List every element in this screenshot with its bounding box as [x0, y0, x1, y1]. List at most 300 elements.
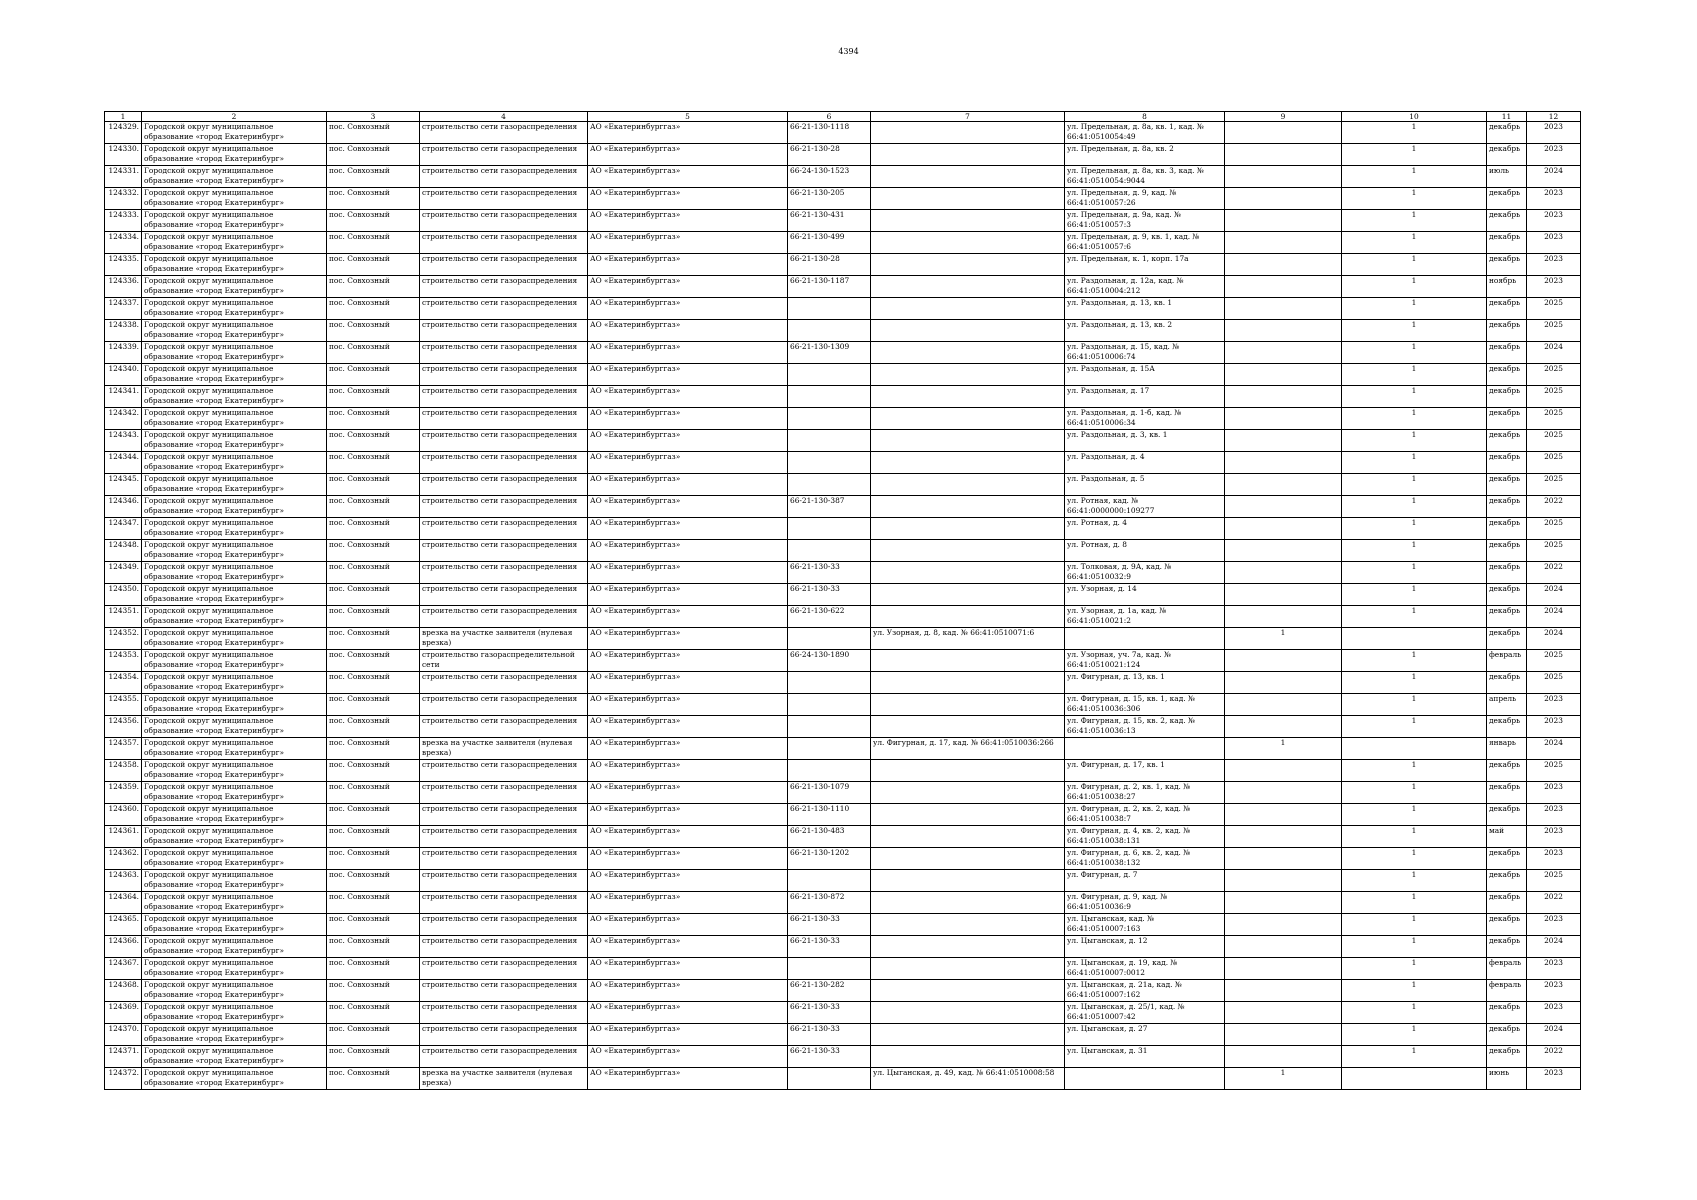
- table-cell: Городской округ муниципальное образование «город Екатеринбург»: [142, 892, 327, 914]
- table-cell: 1: [1342, 188, 1487, 210]
- table-cell: [871, 122, 1065, 144]
- table-cell: 1: [1342, 1002, 1487, 1024]
- table-cell: [1225, 430, 1342, 452]
- table-cell: АО «Екатеринбурггаз»: [588, 716, 788, 738]
- table-cell: АО «Екатеринбурггаз»: [588, 1046, 788, 1068]
- table-cell: [1225, 364, 1342, 386]
- table-cell: ул. Цыганская, кад. № 66:41:0510007:163: [1065, 914, 1225, 936]
- table-cell: 124340.: [105, 364, 142, 386]
- table-cell: 66-21-130-622: [788, 606, 871, 628]
- table-cell: ул. Фигурная, д. 17, кв. 1: [1065, 760, 1225, 782]
- table-cell: 2025: [1527, 386, 1581, 408]
- table-cell: строительство сети газораспределения: [420, 452, 588, 474]
- table-cell: [871, 782, 1065, 804]
- page-number: 4394: [838, 47, 859, 56]
- table-cell: АО «Екатеринбурггаз»: [588, 584, 788, 606]
- table-cell: 2023: [1527, 144, 1581, 166]
- column-header: 10: [1342, 112, 1487, 122]
- table-cell: ул. Раздольная, д. 17: [1065, 386, 1225, 408]
- table-cell: АО «Екатеринбурггаз»: [588, 1068, 788, 1090]
- table-cell: ул. Предельная, д. 9, кад. № 66:41:0510057:26: [1065, 188, 1225, 210]
- table-cell: пос. Совхозный: [327, 958, 420, 980]
- table-cell: [1065, 1068, 1225, 1090]
- table-cell: АО «Екатеринбурггаз»: [588, 540, 788, 562]
- table-cell: строительство сети газораспределения: [420, 672, 588, 694]
- table-cell: январь: [1487, 738, 1527, 760]
- table-cell: 124342.: [105, 408, 142, 430]
- table-cell: 124338.: [105, 320, 142, 342]
- table-cell: АО «Екатеринбурггаз»: [588, 408, 788, 430]
- table-cell: Городской округ муниципальное образование «город Екатеринбург»: [142, 628, 327, 650]
- table-cell: пос. Совхозный: [327, 320, 420, 342]
- table-cell: [1225, 474, 1342, 496]
- table-cell: [871, 562, 1065, 584]
- table-row: [105, 694, 1581, 716]
- table-cell: 2023: [1527, 210, 1581, 232]
- table-cell: 2023: [1527, 276, 1581, 298]
- table-cell: [871, 408, 1065, 430]
- table-cell: [788, 738, 871, 760]
- table-cell: декабрь: [1487, 210, 1527, 232]
- table-cell: Городской округ муниципальное образование «город Екатеринбург»: [142, 804, 327, 826]
- table-cell: декабрь: [1487, 320, 1527, 342]
- table-cell: [1225, 1024, 1342, 1046]
- table-cell: декабрь: [1487, 254, 1527, 276]
- table-row: [105, 716, 1581, 738]
- table-cell: 66-24-130-1523: [788, 166, 871, 188]
- table-cell: 66-21-130-33: [788, 1046, 871, 1068]
- table-cell: Городской округ муниципальное образование «город Екатеринбург»: [142, 540, 327, 562]
- table-cell: Городской округ муниципальное образование «город Екатеринбург»: [142, 144, 327, 166]
- table-cell: пос. Совхозный: [327, 848, 420, 870]
- table-cell: 1: [1342, 540, 1487, 562]
- table-cell: [871, 650, 1065, 672]
- table-cell: ул. Предельная, д. 9, кв. 1, кад. № 66:41:0510057:6: [1065, 232, 1225, 254]
- table-row: [105, 122, 1581, 144]
- table-cell: Городской округ муниципальное образование «город Екатеринбург»: [142, 298, 327, 320]
- table-row: [105, 1046, 1581, 1068]
- table-cell: [1225, 408, 1342, 430]
- table-cell: ул. Предельная, к. 1, корп. 17а: [1065, 254, 1225, 276]
- table-cell: 2025: [1527, 474, 1581, 496]
- table-cell: строительство газораспределительной сети: [420, 650, 588, 672]
- table-cell: ул. Цыганская, д. 25/1, кад. № 66:41:0510007:42: [1065, 1002, 1225, 1024]
- column-header: 6: [788, 112, 871, 122]
- table-cell: 124367.: [105, 958, 142, 980]
- table-cell: [788, 386, 871, 408]
- table-cell: Городской округ муниципальное образование «город Екатеринбург»: [142, 826, 327, 848]
- table-cell: [871, 1002, 1065, 1024]
- table-cell: ул. Цыганская, д. 31: [1065, 1046, 1225, 1068]
- table-cell: пос. Совхозный: [327, 738, 420, 760]
- table-cell: ул. Раздольная, д. 1-б, кад. № 66:41:0510006:34: [1065, 408, 1225, 430]
- table-cell: 1: [1342, 848, 1487, 870]
- table-cell: 2025: [1527, 650, 1581, 672]
- table-row: [105, 738, 1581, 760]
- table-cell: пос. Совхозный: [327, 430, 420, 452]
- table-cell: строительство сети газораспределения: [420, 122, 588, 144]
- table-cell: пос. Совхозный: [327, 276, 420, 298]
- table-cell: 2025: [1527, 672, 1581, 694]
- table-cell: 124351.: [105, 606, 142, 628]
- table-row: [105, 870, 1581, 892]
- table-cell: 2024: [1527, 738, 1581, 760]
- table-cell: строительство сети газораспределения: [420, 496, 588, 518]
- table-cell: [871, 298, 1065, 320]
- table-cell: [788, 474, 871, 496]
- table-cell: 124365.: [105, 914, 142, 936]
- table-cell: декабрь: [1487, 606, 1527, 628]
- table-cell: [788, 452, 871, 474]
- table-cell: 2025: [1527, 320, 1581, 342]
- table-cell: ноябрь: [1487, 276, 1527, 298]
- table-cell: ул. Раздольная, д. 15А: [1065, 364, 1225, 386]
- table-cell: строительство сети газораспределения: [420, 584, 588, 606]
- table-cell: 124366.: [105, 936, 142, 958]
- table-cell: ул. Цыганская, д. 19, кад. № 66:41:0510007:0012: [1065, 958, 1225, 980]
- table-cell: 2024: [1527, 1024, 1581, 1046]
- table-cell: строительство сети газораспределения: [420, 408, 588, 430]
- table-cell: 124348.: [105, 540, 142, 562]
- table-cell: [1342, 628, 1487, 650]
- table-cell: пос. Совхозный: [327, 1024, 420, 1046]
- table-cell: 124359.: [105, 782, 142, 804]
- table-row: [105, 540, 1581, 562]
- table-cell: АО «Екатеринбурггаз»: [588, 166, 788, 188]
- table-cell: [1225, 760, 1342, 782]
- table-cell: декабрь: [1487, 342, 1527, 364]
- table-cell: [1225, 232, 1342, 254]
- table-cell: [1225, 540, 1342, 562]
- table-cell: декабрь: [1487, 496, 1527, 518]
- table-cell: 2023: [1527, 980, 1581, 1002]
- table-cell: АО «Екатеринбурггаз»: [588, 958, 788, 980]
- table-cell: пос. Совхозный: [327, 364, 420, 386]
- table-cell: ул. Ротная, д. 4: [1065, 518, 1225, 540]
- table-cell: пос. Совхозный: [327, 562, 420, 584]
- table-cell: 2025: [1527, 518, 1581, 540]
- table-cell: ул. Раздольная, д. 4: [1065, 452, 1225, 474]
- table-cell: пос. Совхозный: [327, 1046, 420, 1068]
- table-cell: декабрь: [1487, 298, 1527, 320]
- table-row: [105, 386, 1581, 408]
- table-cell: 1: [1342, 408, 1487, 430]
- table-cell: Городской округ муниципальное образование «город Екатеринбург»: [142, 760, 327, 782]
- table-cell: 124336.: [105, 276, 142, 298]
- table-cell: 1: [1342, 562, 1487, 584]
- table-cell: [788, 628, 871, 650]
- table-cell: 2025: [1527, 430, 1581, 452]
- table-cell: апрель: [1487, 694, 1527, 716]
- table-row: [105, 254, 1581, 276]
- table-row: [105, 166, 1581, 188]
- table-cell: декабрь: [1487, 408, 1527, 430]
- table-cell: 2025: [1527, 540, 1581, 562]
- table-cell: Городской округ муниципальное образование «город Екатеринбург»: [142, 276, 327, 298]
- table-cell: 2023: [1527, 716, 1581, 738]
- table-cell: [788, 672, 871, 694]
- table-cell: 124357.: [105, 738, 142, 760]
- table-cell: 1: [1342, 232, 1487, 254]
- table-cell: [1225, 342, 1342, 364]
- table-cell: 2023: [1527, 188, 1581, 210]
- table-cell: декабрь: [1487, 716, 1527, 738]
- table-cell: 2025: [1527, 364, 1581, 386]
- table-cell: декабрь: [1487, 760, 1527, 782]
- table-cell: [1225, 188, 1342, 210]
- table-cell: ул. Цыганская, д. 49, кад. № 66:41:0510008:58: [871, 1068, 1065, 1090]
- table-cell: строительство сети газораспределения: [420, 1024, 588, 1046]
- table-cell: май: [1487, 826, 1527, 848]
- table-cell: декабрь: [1487, 804, 1527, 826]
- table-cell: АО «Екатеринбурггаз»: [588, 672, 788, 694]
- table-cell: [1225, 958, 1342, 980]
- table-cell: АО «Екатеринбурггаз»: [588, 562, 788, 584]
- table-cell: строительство сети газораспределения: [420, 276, 588, 298]
- table-cell: строительство сети газораспределения: [420, 320, 588, 342]
- table-cell: [1225, 166, 1342, 188]
- table-cell: 66-21-130-28: [788, 144, 871, 166]
- table-row: [105, 1068, 1581, 1090]
- table-cell: АО «Екатеринбурггаз»: [588, 628, 788, 650]
- table-cell: [788, 870, 871, 892]
- table-cell: 1: [1342, 694, 1487, 716]
- table-cell: [1225, 782, 1342, 804]
- table-cell: строительство сети газораспределения: [420, 232, 588, 254]
- table-cell: АО «Екатеринбурггаз»: [588, 474, 788, 496]
- column-header: 5: [588, 112, 788, 122]
- table-cell: Городской округ муниципальное образование «город Екатеринбург»: [142, 364, 327, 386]
- table-cell: пос. Совхозный: [327, 584, 420, 606]
- table-row: [105, 848, 1581, 870]
- table-cell: 1: [1342, 804, 1487, 826]
- table-cell: АО «Екатеринбурггаз»: [588, 452, 788, 474]
- table-cell: декабрь: [1487, 1024, 1527, 1046]
- table-cell: АО «Екатеринбурггаз»: [588, 188, 788, 210]
- table-cell: [788, 760, 871, 782]
- table-cell: февраль: [1487, 980, 1527, 1002]
- table-cell: ул. Предельная, д. 9а, кад. № 66:41:0510057:3: [1065, 210, 1225, 232]
- table-cell: 1: [1342, 166, 1487, 188]
- table-cell: 124350.: [105, 584, 142, 606]
- table-cell: 2024: [1527, 606, 1581, 628]
- table-cell: АО «Екатеринбурггаз»: [588, 210, 788, 232]
- table-cell: АО «Екатеринбурггаз»: [588, 276, 788, 298]
- table-cell: ул. Фигурная, д. 7: [1065, 870, 1225, 892]
- table-cell: [871, 606, 1065, 628]
- table-cell: декабрь: [1487, 936, 1527, 958]
- table-cell: ул. Фигурная, д. 13, кв. 1: [1065, 672, 1225, 694]
- table-row: [105, 298, 1581, 320]
- table-cell: декабрь: [1487, 188, 1527, 210]
- table-cell: АО «Екатеринбурггаз»: [588, 804, 788, 826]
- table-cell: ул. Фигурная, д. 6, кв. 2, кад. № 66:41:0510038:132: [1065, 848, 1225, 870]
- table-cell: декабрь: [1487, 518, 1527, 540]
- table-cell: декабрь: [1487, 628, 1527, 650]
- table-cell: 124358.: [105, 760, 142, 782]
- table-cell: [1225, 1046, 1342, 1068]
- table-cell: Городской округ муниципальное образование «город Екатеринбург»: [142, 958, 327, 980]
- table-cell: Городской округ муниципальное образование «город Екатеринбург»: [142, 452, 327, 474]
- table-cell: 124329.: [105, 122, 142, 144]
- table-cell: Городской округ муниципальное образование «город Екатеринбург»: [142, 936, 327, 958]
- table-cell: 66-21-130-1118: [788, 122, 871, 144]
- table-cell: [871, 914, 1065, 936]
- table-cell: ул. Узорная, уч. 7а, кад. № 66:41:0510021:124: [1065, 650, 1225, 672]
- table-cell: Городской округ муниципальное образование «город Екатеринбург»: [142, 254, 327, 276]
- table-cell: 66-21-130-1110: [788, 804, 871, 826]
- table-cell: АО «Екатеринбурггаз»: [588, 694, 788, 716]
- table-row: [105, 804, 1581, 826]
- table-cell: пос. Совхозный: [327, 452, 420, 474]
- table-cell: [1225, 672, 1342, 694]
- table-row: [105, 430, 1581, 452]
- table-cell: строительство сети газораспределения: [420, 342, 588, 364]
- table-cell: [871, 144, 1065, 166]
- table-cell: 1: [1342, 606, 1487, 628]
- table-cell: декабрь: [1487, 782, 1527, 804]
- table-cell: ул. Фигурная, д. 4, кв. 2, кад. № 66:41:0510038:131: [1065, 826, 1225, 848]
- table-cell: строительство сети газораспределения: [420, 760, 588, 782]
- table-cell: АО «Екатеринбурггаз»: [588, 1002, 788, 1024]
- table-cell: [1225, 518, 1342, 540]
- table-body: [105, 122, 1581, 1090]
- table-cell: 2024: [1527, 342, 1581, 364]
- table-cell: АО «Екатеринбурггаз»: [588, 1024, 788, 1046]
- table-cell: АО «Екатеринбурггаз»: [588, 342, 788, 364]
- table-cell: строительство сети газораспределения: [420, 386, 588, 408]
- table-cell: 124346.: [105, 496, 142, 518]
- table-cell: [788, 540, 871, 562]
- table-cell: [871, 1046, 1065, 1068]
- table-cell: пос. Совхозный: [327, 936, 420, 958]
- table-cell: АО «Екатеринбурггаз»: [588, 518, 788, 540]
- table-cell: [1225, 122, 1342, 144]
- table-cell: Городской округ муниципальное образование «город Екатеринбург»: [142, 694, 327, 716]
- table-cell: строительство сети газораспределения: [420, 716, 588, 738]
- table-cell: АО «Екатеринбурггаз»: [588, 826, 788, 848]
- table-cell: [871, 364, 1065, 386]
- table-cell: пос. Совхозный: [327, 496, 420, 518]
- table-cell: декабрь: [1487, 474, 1527, 496]
- table-cell: [1225, 826, 1342, 848]
- table-row: [105, 408, 1581, 430]
- table-cell: [871, 188, 1065, 210]
- table-cell: 66-21-130-483: [788, 826, 871, 848]
- table-cell: 2025: [1527, 760, 1581, 782]
- table-cell: ул. Фигурная, д. 15, кв. 2, кад. № 66:41:0510036:13: [1065, 716, 1225, 738]
- table-cell: [1225, 562, 1342, 584]
- table-cell: 124352.: [105, 628, 142, 650]
- table-cell: Городской округ муниципальное образование «город Екатеринбург»: [142, 980, 327, 1002]
- table-cell: [1225, 452, 1342, 474]
- table-cell: [871, 342, 1065, 364]
- table-cell: 2023: [1527, 914, 1581, 936]
- table-cell: АО «Екатеринбурггаз»: [588, 298, 788, 320]
- table-row: [105, 210, 1581, 232]
- table-cell: [871, 166, 1065, 188]
- table-cell: 124335.: [105, 254, 142, 276]
- table-cell: 66-21-130-33: [788, 936, 871, 958]
- table-cell: ул. Фигурная, д. 9, кад. № 66:41:0510036:9: [1065, 892, 1225, 914]
- table-cell: строительство сети газораспределения: [420, 298, 588, 320]
- table-cell: [1225, 320, 1342, 342]
- table-cell: строительство сети газораспределения: [420, 540, 588, 562]
- table-cell: Городской округ муниципальное образование «город Екатеринбург»: [142, 1002, 327, 1024]
- table-cell: 124364.: [105, 892, 142, 914]
- table-cell: Городской округ муниципальное образование «город Екатеринбург»: [142, 122, 327, 144]
- table-cell: 1: [1342, 386, 1487, 408]
- table-cell: 124339.: [105, 342, 142, 364]
- table-cell: 1: [1342, 452, 1487, 474]
- table-cell: 66-21-130-431: [788, 210, 871, 232]
- table-cell: [871, 870, 1065, 892]
- table-cell: 1: [1342, 1024, 1487, 1046]
- table-cell: декабрь: [1487, 232, 1527, 254]
- table-cell: Городской округ муниципальное образование «город Екатеринбург»: [142, 430, 327, 452]
- table-cell: АО «Екатеринбурггаз»: [588, 386, 788, 408]
- table-cell: [1225, 870, 1342, 892]
- table-cell: ул. Узорная, д. 1а, кад. № 66:41:0510021:2: [1065, 606, 1225, 628]
- table-cell: 124370.: [105, 1024, 142, 1046]
- table-cell: [871, 320, 1065, 342]
- table-cell: [1225, 584, 1342, 606]
- table-cell: 66-21-130-387: [788, 496, 871, 518]
- table-cell: ул. Предельная, д. 8а, кв. 3, кад. № 66:41:0510054:9044: [1065, 166, 1225, 188]
- table-header-row: [105, 112, 1581, 122]
- table-cell: ул. Раздольная, д. 5: [1065, 474, 1225, 496]
- table-cell: строительство сети газораспределения: [420, 474, 588, 496]
- table-cell: 2023: [1527, 958, 1581, 980]
- table-cell: [871, 1024, 1065, 1046]
- table-cell: 66-21-130-499: [788, 232, 871, 254]
- table-cell: пос. Совхозный: [327, 716, 420, 738]
- table-cell: 2023: [1527, 826, 1581, 848]
- table-cell: ул. Раздольная, д. 12а, кад. № 66:41:0510004:212: [1065, 276, 1225, 298]
- table-cell: ул. Фигурная, д. 2, кв. 1, кад. № 66:41:0510038:27: [1065, 782, 1225, 804]
- table-cell: пос. Совхозный: [327, 804, 420, 826]
- table-cell: декабрь: [1487, 672, 1527, 694]
- table-row: [105, 760, 1581, 782]
- table-row: [105, 958, 1581, 980]
- table-cell: 1: [1342, 122, 1487, 144]
- table-cell: 2024: [1527, 584, 1581, 606]
- table-cell: [788, 716, 871, 738]
- table-cell: [871, 804, 1065, 826]
- table-cell: [871, 672, 1065, 694]
- table-cell: АО «Екатеринбурггаз»: [588, 320, 788, 342]
- table-cell: пос. Совхозный: [327, 188, 420, 210]
- table-cell: декабрь: [1487, 1002, 1527, 1024]
- table-row: [105, 232, 1581, 254]
- table-cell: АО «Екатеринбурггаз»: [588, 122, 788, 144]
- table-cell: [1225, 144, 1342, 166]
- table-cell: 1: [1342, 474, 1487, 496]
- table-cell: [788, 298, 871, 320]
- table-cell: декабрь: [1487, 870, 1527, 892]
- table-cell: 124353.: [105, 650, 142, 672]
- table-cell: 66-24-130-1890: [788, 650, 871, 672]
- table-cell: строительство сети газораспределения: [420, 188, 588, 210]
- table-cell: 66-21-130-1309: [788, 342, 871, 364]
- table-cell: АО «Екатеринбурггаз»: [588, 232, 788, 254]
- table-cell: пос. Совхозный: [327, 1068, 420, 1090]
- table-cell: Городской округ муниципальное образование «город Екатеринбург»: [142, 672, 327, 694]
- table-cell: декабрь: [1487, 144, 1527, 166]
- table-cell: 1: [1342, 320, 1487, 342]
- table-cell: [871, 518, 1065, 540]
- table-cell: [871, 694, 1065, 716]
